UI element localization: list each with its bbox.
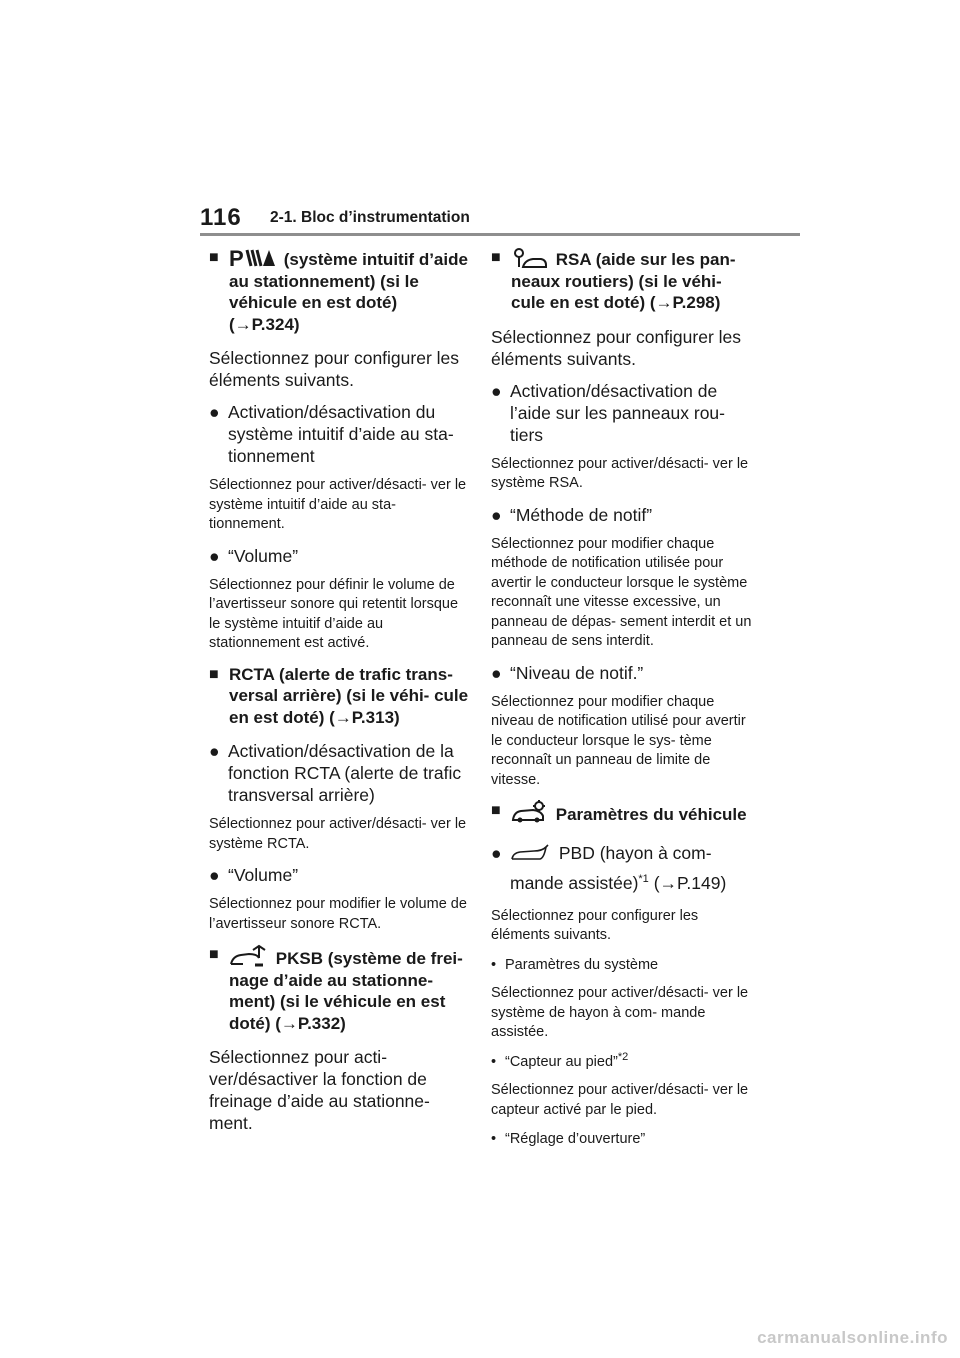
bullet-item	[209, 401, 471, 467]
heading-text: RSA (aide sur les pan- neaux routiers) (si le véhi- cule en est doté) (→P.298)	[511, 250, 736, 312]
bullet-item	[491, 838, 753, 898]
note-text: Sélectionnez pour modifier chaque méthode de notification utilisée pour avertir le conducteur lorsque le système reconnaît une vitesse excessive, un panneau de dépas- sement interdit et un panneau de sens interdit.	[491, 535, 752, 649]
heading-text: Paramètres du véhicule	[555, 805, 747, 824]
tailgate-car-icon	[510, 843, 550, 863]
chapter-title: 2-1. Bloc d’instrumentation	[270, 209, 470, 226]
watermark-link[interactable]: carmanualsonline.info	[757, 1328, 948, 1347]
bullet-item	[491, 662, 753, 684]
heading-text: PKSB (système de frei- nage d’aide au stationne- ment) (si le véhicule en est doté) (→P.332)	[229, 949, 463, 1033]
section-heading-rcta	[209, 664, 471, 729]
footnote-marker: *1	[638, 872, 649, 885]
heading-text: RCTA (alerte de trafic trans- versal arrière) (si le véhi- cule en est doté) (→P.313)	[229, 664, 469, 727]
note-text: Sélectionnez pour modifier le volume de l’avertisseur sonore RCTA.	[209, 896, 467, 932]
bullet-text: “Méthode de notif”	[510, 504, 653, 525]
bullet-marker: ●	[491, 504, 502, 525]
body-text: Sélectionnez pour acti- ver/désactiver la fonction de freinage d’aide au stationne- ment.	[209, 1047, 430, 1133]
page-number: 116	[200, 204, 242, 231]
bullet-marker: ●	[491, 380, 502, 401]
section-heading-parking-assist	[209, 247, 471, 335]
section-heading-rsa	[491, 247, 753, 314]
heading-text: (système intuitif d’aide au stationnement) (si le véhicule en est doté) (→P.324)	[229, 250, 468, 334]
bullet-item	[209, 545, 471, 567]
bullet-item	[209, 864, 471, 886]
rsa-sign-icon	[511, 247, 547, 269]
bullet-text: “Niveau de notif.”	[510, 662, 644, 683]
right-column	[491, 247, 753, 1159]
note-text: Sélectionnez pour activer/désacti- ver le système RSA.	[491, 455, 749, 491]
bullet-marker: ●	[209, 741, 220, 761]
bullet-item	[209, 740, 471, 806]
sub-bullet-item	[491, 1130, 753, 1150]
section-heading-pksb	[209, 944, 471, 1034]
svg-text:P: P	[229, 247, 244, 269]
bullet-marker: ●	[209, 402, 220, 422]
note-text: Sélectionnez pour modifier chaque niveau de notification utilisé pour avertir le conducteur lorsque le sys- tème reconnaît un panneau de limite de vitesse.	[491, 693, 746, 788]
pksb-car-icon	[229, 944, 267, 968]
parking-assist-icon	[229, 247, 275, 269]
note-text: Sélectionnez pour activer/désacti- ver le système RCTA.	[209, 816, 467, 852]
square-marker: ■	[209, 946, 219, 963]
bullet-text: “Volume”	[228, 865, 299, 885]
bullet-text: PBD (hayon à com- mande assistée)	[510, 842, 712, 893]
bullet-item	[491, 504, 753, 526]
sub-bullet-text: “Réglage d’ouverture”	[505, 1131, 646, 1147]
sub-bullet-item	[491, 1050, 753, 1073]
sub-bullet-text: “Capteur au pied”	[505, 1053, 618, 1070]
note-text: Sélectionnez pour activer/désacti- ver le capteur activé par le pied.	[491, 1082, 749, 1118]
note-text: Sélectionnez pour activer/désacti- ver le système de hayon à com- mande assistée.	[491, 985, 749, 1040]
left-column	[209, 247, 471, 1144]
note-text: Sélectionnez pour activer/désacti- ver le système intuitif d’aide au sta- tionnement.	[209, 477, 467, 532]
intro-text: Sélectionnez pour configurer les éléments suivants.	[209, 348, 460, 390]
note-text: Sélectionnez pour configurer les éléments suivants.	[491, 907, 699, 943]
sub-bullet-text: Paramètres du système	[505, 956, 659, 973]
bullet-marker: ●	[209, 545, 220, 566]
sub-bullet-item	[491, 956, 753, 976]
square-marker: ■	[209, 249, 219, 266]
square-marker: ■	[209, 665, 219, 683]
header-rule	[200, 233, 800, 236]
vehicle-settings-icon	[511, 800, 547, 824]
bullet-text: “Volume”	[228, 545, 299, 566]
sub-bullet-marker: •	[491, 1053, 497, 1070]
square-marker: ■	[491, 249, 501, 266]
intro-text: Sélectionnez pour configurer les éléments suivants.	[491, 326, 742, 369]
bullet-item	[491, 380, 753, 446]
sub-bullet-marker: •	[491, 956, 497, 973]
bullet-marker: ●	[209, 865, 220, 885]
page-reference: (→P.149)	[653, 872, 727, 893]
section-heading-vehicle-settings	[491, 800, 753, 826]
note-text: Sélectionnez pour définir le volume de l’avertisseur sonore qui retentit lorsque le système intuitif d’aide au stationnement est activé.	[209, 576, 459, 651]
bullet-text: Activation/désactivation de l’aide sur les panneaux rou- tiers	[510, 380, 725, 445]
bullet-text: Activation/désactivation de la fonction RCTA (alerte de trafic transversal arrière)	[228, 741, 462, 805]
sub-bullet-marker: •	[491, 1131, 497, 1147]
bullet-marker: ●	[491, 662, 502, 683]
bullet-text: Activation/désactivation du système intuitif d’aide au sta- tionnement	[228, 402, 454, 466]
footnote-marker: *2	[617, 1050, 629, 1063]
page-header	[200, 200, 800, 236]
bullet-marker: ●	[491, 842, 502, 863]
square-marker: ■	[491, 802, 501, 819]
